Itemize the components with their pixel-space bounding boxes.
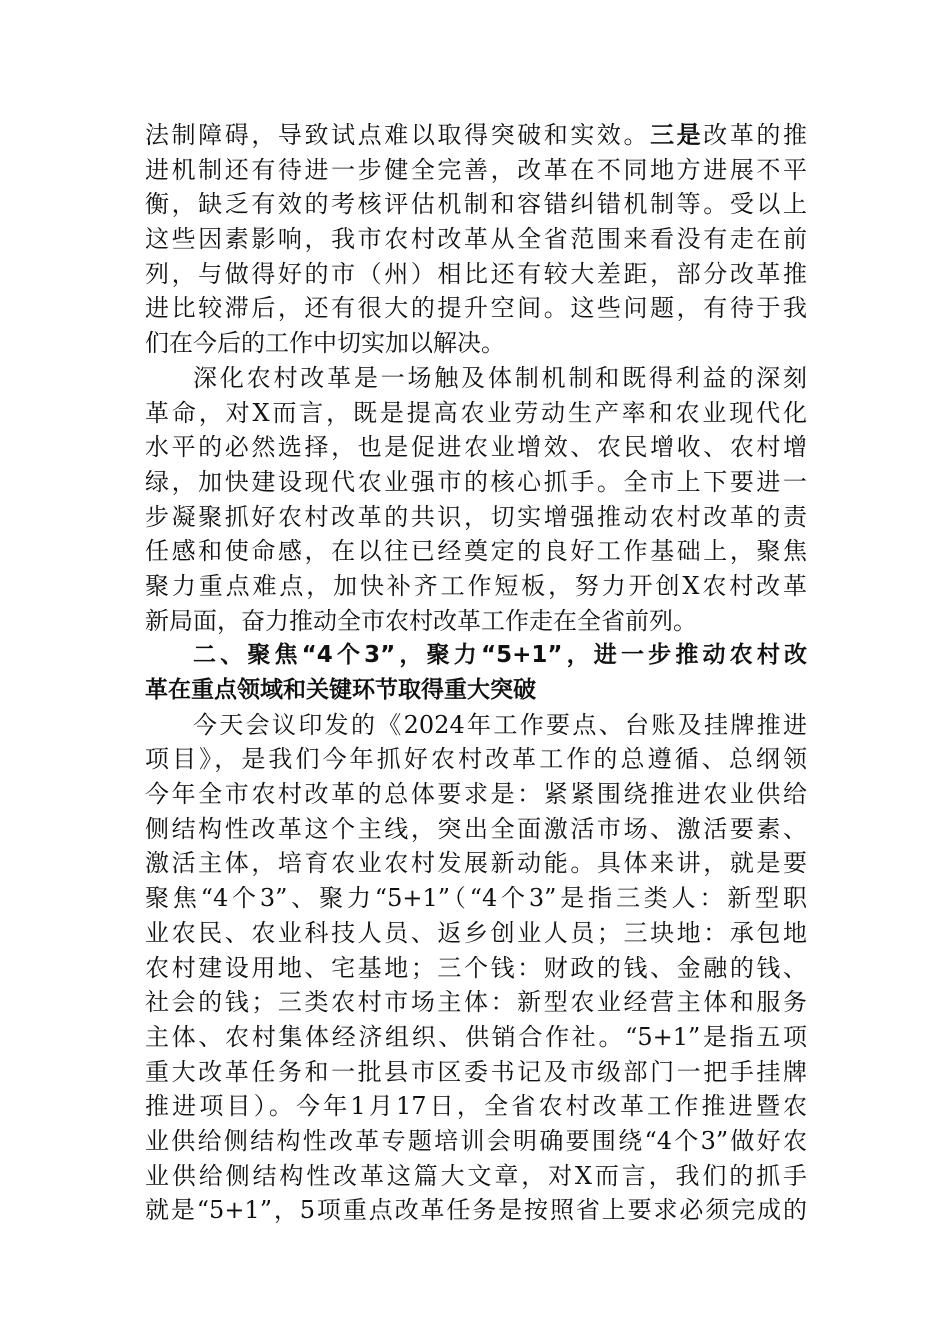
paragraph-3-line: 侧结构性改革这个主线，突出全面激活市场、激活要素、 [145,814,807,843]
paragraph-3-line: 激活主体，培育农业农村发展新动能。具体来讲，就是要 [145,849,807,878]
paragraph-3-line: 推进项目）。今年1月17日，全省农村改革工作推进暨农 [145,1092,807,1121]
section-heading-line: 二、聚焦“4个3”，聚力“5+1”，进一步推动农村改 [193,642,807,669]
document-body [145,118,807,1228]
paragraph-3-line: 聚焦“4个3”、聚力“5+1”（“4个3”是指三类人：新型职 [145,884,807,913]
paragraph-3-line: 今天会议印发的《2024年工作要点、台账及挂牌推进 [193,710,807,739]
section-heading-line: 革在重点领域和关键环节取得重大突破 [145,677,536,703]
paragraph-3-line: 业农民、农业科技人员、返乡创业人员；三块地：承包地 [145,918,807,947]
bold-text-run: 三是 [650,121,704,149]
paragraph-1-line: 这些因素影响，我市农村改革从全省范围来看没有走在前 [145,225,807,254]
paragraph-2-line: 深化农村改革是一场触及体制机制和既得利益的深刻 [193,363,807,392]
paragraph-3-line: 重大改革任务和一批县市区委书记及市级部门一把手挂牌 [145,1057,807,1086]
paragraph-2-line: 新局面，奋力推动全市农村改革工作走在全省前列。 [145,606,697,635]
paragraph-3-line: 农村建设用地、宅基地；三个钱：财政的钱、金融的钱、 [145,953,807,982]
paragraph-2-line: 绿，加快建设现代农业强市的核心抓手。全市上下要进一 [145,467,807,496]
paragraph-1-line: 进比较滞后，还有很大的提升空间。这些问题，有待于我 [145,294,807,323]
paragraph-1-line: 衡，缺乏有效的考核评估机制和容错纠错机制等。受以上 [145,190,807,219]
paragraph-2-line: 革命，对X而言，既是提高农业劳动生产率和农业现代化 [145,398,807,427]
paragraph-3-line: 社会的钱；三类农村市场主体：新型农业经营主体和服务 [145,988,807,1017]
paragraph-3-line: 今年全市农村改革的总体要求是：紧紧围绕推进农业供给 [145,780,807,809]
paragraph-2-line: 聚力重点难点，加快补齐工作短板，努力开创X农村改革 [145,571,807,600]
text-run: 改革的推 [703,121,808,149]
paragraph-3-line: 业供给侧结构性改革这篇大文章，对X而言，我们的抓手 [145,1161,807,1190]
paragraph-2-line: 步凝聚抓好农村改革的共识，切实增强推动农村改革的责 [145,502,807,531]
paragraph-1-line: 列，与做得好的市（州）相比还有较大差距，部分改革推 [145,259,807,288]
paragraph-3-line: 业供给侧结构性改革专题培训会明确要围绕“4个3”做好农 [145,1126,807,1155]
paragraph-1-line: 进机制还有待进一步健全完善，改革在不同地方进展不平 [145,155,807,184]
paragraph-2-line: 水平的必然选择，也是促进农业增效、农民增收、农村增 [145,433,807,462]
paragraph-3-line: 项目》，是我们今年抓好农村改革工作的总遵循、总纲领 [145,745,807,774]
paragraph-1-line [145,118,807,153]
paragraph-2-line: 任感和使命感，在以往已经奠定的良好工作基础上，聚焦 [145,537,807,566]
paragraph-3-line: 主体、农村集体经济组织、供销合作社。“5+1”是指五项 [145,1022,807,1051]
paragraph-3-line: 就是“5+1”，5项重点改革任务是按照省上要求必须完成的 [145,1196,807,1225]
text-run: 法制障碍，导致试点难以取得突破和实效。 [145,121,651,149]
paragraph-1-line: 们在今后的工作中切实加以解决。 [145,329,505,358]
